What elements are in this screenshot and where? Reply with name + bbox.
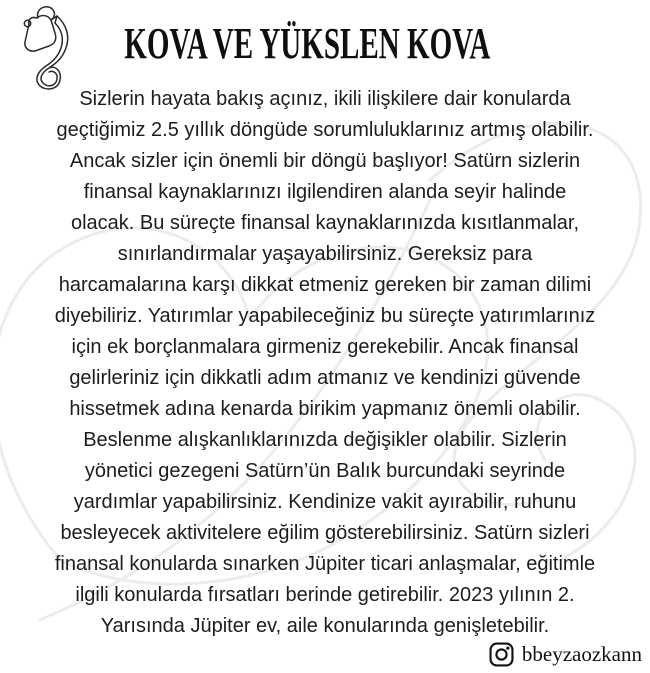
text-line: gelirleriniz için dikkatli adım atmanız ve kendinizi güvende [69, 367, 581, 389]
header [0, 0, 650, 84]
instagram-icon [489, 642, 514, 667]
jug-handle [38, 7, 55, 20]
text-line: diyebiliriz. Yatırımlar yapabileceğiniz bu süreçte yatırımlarınız [54, 305, 596, 327]
text-line: hissetmek adına kenarda birikim yapmanız önemli olabilir. [69, 398, 581, 420]
text-line: harcamalarına karşı dikkat etmeniz gereken bir zaman dilimi [58, 274, 592, 296]
text-line: Yarısında Jüpiter ev, aile konularında genişletebilir. [100, 615, 550, 637]
text-line: yardımlar yapabilirsiniz. Kendinize vakit ayırabilir, ruhunu [73, 491, 577, 513]
instagram-handle: bbeyzaozkann [521, 642, 642, 666]
text-line: Sizlerin hayata bakış açınız, ikili ilişkilere dair konularda [79, 88, 571, 110]
horoscope-text [0, 84, 650, 642]
text-line: geçtiğimiz 2.5 yıllık döngüde sorumluluklarınız artmış olabilir. [56, 119, 594, 141]
footer-credit [489, 642, 642, 667]
page-title-text: KOVA VE YÜKSLEN KOVA [123, 19, 491, 68]
text-line: için ek borçlanmalara girmeniz gerekebilir. Ancak finansal [71, 336, 579, 358]
text-line: Beslenme alışkanlıklarınızda değişikler olabilir. Sizlerin [83, 429, 567, 451]
text-line: finansal konularda sınarken Jüpiter ticari anlaşmalar, eğitimle [54, 553, 596, 575]
text-line: ilgili konularda fırsatları berinde getirebilir. 2023 yılının 2. [75, 584, 575, 606]
page-title [0, 19, 614, 68]
text-line: Ancak sizler için önemli bir döngü başlıyor! Satürn sizlerin [69, 150, 581, 172]
text-line: olacak. Bu süreçte finansal kaynaklarınızda kısıtlanmalar, [70, 212, 580, 234]
text-line: sınırlandırmalar yaşayabilirsiniz. Gereksiz para [117, 243, 533, 265]
text-line: finansal kaynaklarınızı ilgilendiren alanda seyir halinde [83, 181, 567, 203]
text-line: yönetici gezegeni Satürn’ün Balık burcundaki seyrinde [84, 460, 566, 482]
text-line: besleyecek aktivitelere eğilim gösterebilirsiniz. Satürn sizleri [60, 522, 590, 544]
